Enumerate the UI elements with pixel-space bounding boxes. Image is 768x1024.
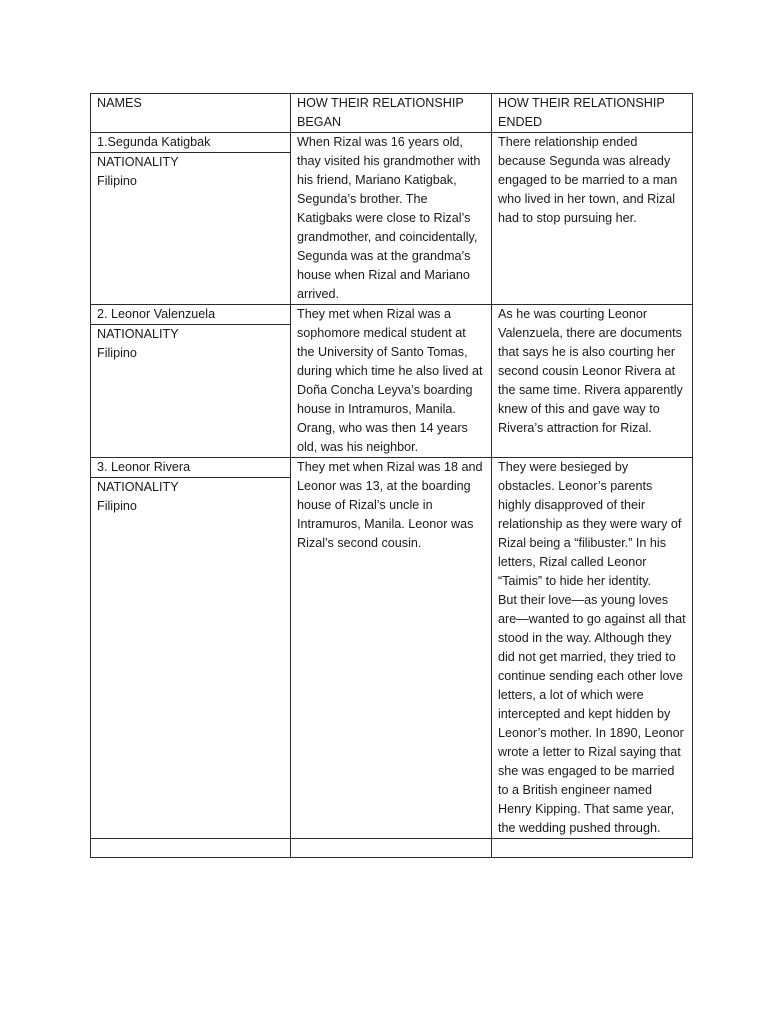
nationality-block: [97, 478, 284, 516]
name-cell: [91, 305, 291, 458]
ended-paragraph-2: But their love—as young loves are—wanted to go against all that stood in the way. Although they did not get married, they tried to continue sending each other love letters, a lot of which were intercepted and kept hidden by Leonor’s mother. In 1890, Leonor wrote a letter to Rizal saying that she was engaged to be married to a British engineer named Henry Kipping. That same year, the wedding pushed through.: [498, 593, 686, 835]
nationality-value: Filipino: [97, 499, 137, 513]
began-cell: They met when Rizal was 18 and Leonor was 13, at the boarding house of Rizal’s uncle in Intramuros, Manila. Leonor was Rizal’s second cousin.: [291, 458, 492, 839]
person-name: 3. Leonor Rivera: [91, 458, 290, 478]
began-cell: They met when Rizal was a sophomore medical student at the University of Santo Tomas, during which time he also lived at Doña Concha Leyva’s boarding house in Intramuros, Manila. Orang, who was then 14 years old, was his neighbor.: [291, 305, 492, 458]
nationality-block: [97, 325, 284, 363]
header-began: HOW THEIR RELATIONSHIP BEGAN: [291, 94, 492, 133]
table-row: [91, 133, 693, 305]
nationality-block: [97, 153, 284, 191]
ended-paragraph-1: They were besieged by obstacles. Leonor’s parents highly disapproved of their relationship as they were wary of Rizal being a “filibuster.” In his letters, Rizal called Leonor “Taimis” to hide her identity.: [498, 460, 682, 588]
name-cell: [91, 133, 291, 305]
person-name: 2. Leonor Valenzuela: [91, 305, 290, 325]
header-names: NAMES: [91, 94, 291, 133]
nationality-value: Filipino: [97, 174, 137, 188]
empty-cell: [492, 839, 693, 858]
table-row: [91, 305, 693, 458]
nationality-label: NATIONALITY: [97, 327, 179, 341]
person-name: 1.Segunda Katigbak: [91, 133, 290, 153]
ended-cell: As he was courting Leonor Valenzuela, there are documents that says he is also courting her second cousin Leonor Rivera at the same time. Rivera apparently knew of this and gave way to Rivera’s attraction for Rizal.: [492, 305, 693, 458]
nationality-value: Filipino: [97, 346, 137, 360]
table-row: [91, 458, 693, 839]
empty-cell: [91, 839, 291, 858]
empty-table-row: [91, 839, 693, 858]
nationality-label: NATIONALITY: [97, 155, 179, 169]
began-cell: When Rizal was 16 years old, thay visited his grandmother with his friend, Mariano Katigbak, Segunda’s brother. The Katigbaks were close to Rizal’s grandmother, and coincidentally, Segunda was at the grandma’s house when Rizal and Mariano arrived.: [291, 133, 492, 305]
table-header-row: [91, 94, 693, 133]
header-ended: HOW THEIR RELATIONSHIP ENDED: [492, 94, 693, 133]
ended-cell: There relationship ended because Segunda was already engaged to be married to a man who lived in her town, and Rizal had to stop pursuing her.: [492, 133, 693, 305]
empty-cell: [291, 839, 492, 858]
name-cell: [91, 458, 291, 839]
nationality-label: NATIONALITY: [97, 480, 179, 494]
relationships-table: [90, 93, 693, 858]
ended-cell: [492, 458, 693, 839]
